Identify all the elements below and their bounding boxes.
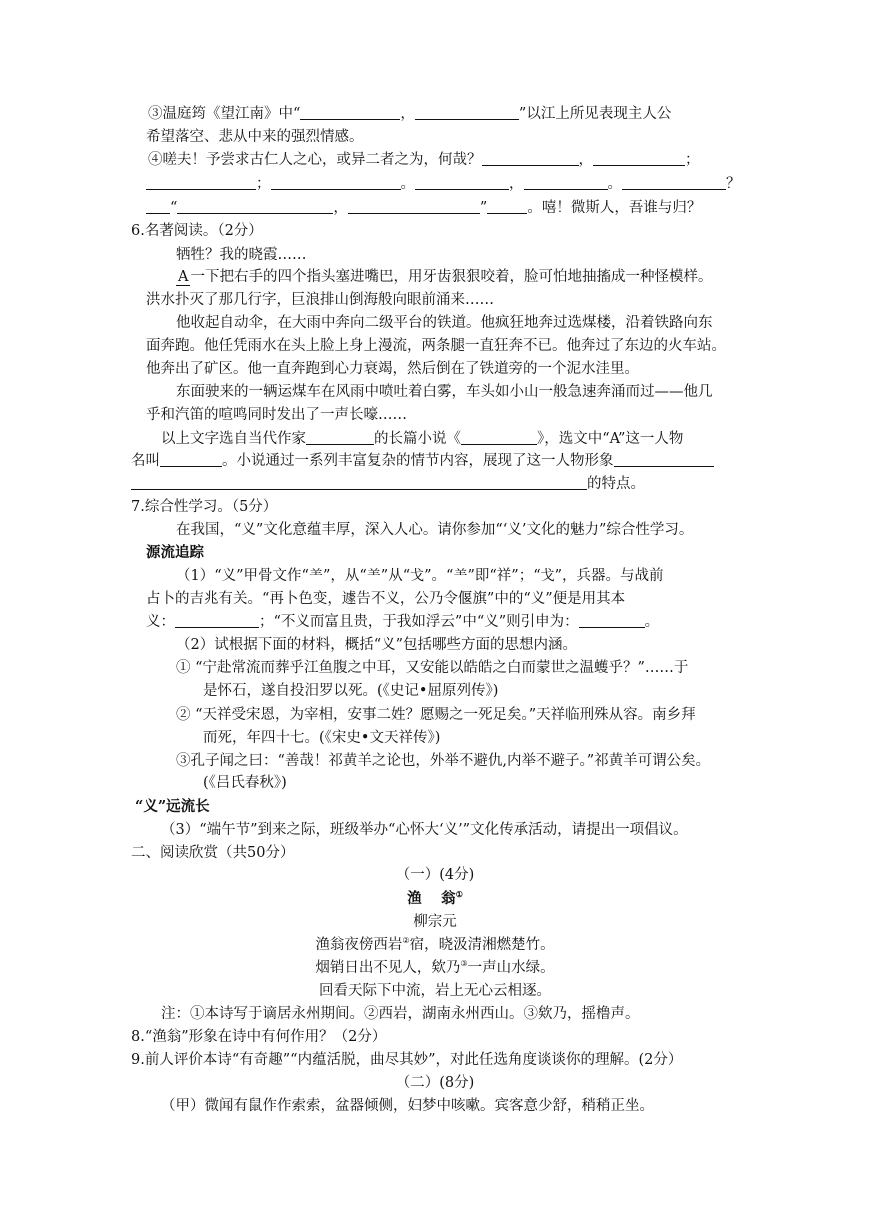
section2-heading: 二、阅读欣赏（共50分）: [131, 845, 295, 861]
q7-intro: 在我国，“义”文化意蕴丰厚，深入人心。请你参加“‘义’文化的魅力”综合性学习。: [176, 522, 694, 538]
q6-p2-line1: A 一下把右手的四个指头塞进嘴巴，用牙齿狠狠咬着，脸可怕地抽搐成一种怪模样。: [178, 269, 713, 285]
q7-material-3-line1: ③孔子闻之曰：“善哉！祁黄羊之论也，外举不避仇,内举不避子。”祁黄羊可谓公矣。: [176, 753, 711, 769]
q7-material-2-line2: 而死，年四十七。(《宋史•文天祥传》): [203, 730, 441, 746]
q5-item4-line2: ； 。 ， 。 ？: [146, 174, 754, 194]
q5-item4-line1: ④嗟夫！予尝求古仁人之心，或异二者之为，何哉？ ， ；: [148, 152, 700, 168]
part1-heading: （一）(4分): [395, 867, 475, 883]
q7-material-2-line1: ② “天祥受宋恩，为宰相，安事二姓？愿赐之一死足矣。”天祥临刑殊从容。南乡拜: [176, 707, 696, 723]
q7-s2: （2）试根据下面的材料，概括“义”包括哪些方面的思想内涵。: [176, 637, 578, 653]
q5-item3-line1: ③温庭筠《望江南》中“ ， ”以江上所见表现主人公: [148, 106, 672, 122]
q7-sub-heading-1: 源流追踪: [146, 544, 204, 561]
passage-jia: （甲）微闻有鼠作作索索，盆器倾侧，妇梦中咳嗽。宾客意少舒，稍稍正坐。: [161, 1098, 654, 1114]
q6-p4-line1: 东面驶来的一辆运煤车在风雨中喷吐着白雾，车头如小山一般急速奔涌而过——他几: [176, 384, 713, 400]
oracle-wo-glyph: ⼽: [410, 568, 425, 584]
q6-p3-line1: 他收起自动伞，在大雨中奔向二级平台的铁道。他疯狂地奔过选煤楼，沿着铁路向东: [176, 315, 713, 331]
poem-line-1: 渔翁夜傍西岩②宿，晓汲清湘燃楚竹。: [315, 936, 555, 953]
q5-item3-line2: 希望落空、悲从中来的强烈情感。: [146, 129, 364, 145]
part2-heading: （二）(8分): [395, 1075, 475, 1091]
q6-heading: 6.名著阅读。（2分）: [131, 223, 263, 239]
q6-p3-line3: 他奔出了矿区。他一直奔跑到心力衰竭，然后倒在了铁道旁的一个泥水洼里。: [146, 361, 639, 377]
oracle-yang-glyph: ⺷: [366, 568, 381, 584]
oracle-wo-glyph-2: ⼽: [540, 568, 555, 584]
poem-line-2: 烟销日出不见人，欸乃③一声山水绿。: [315, 959, 555, 976]
q7-sub-heading-2: “义”远流长: [135, 798, 210, 815]
q7-material-1-line1: ① “宁赴常流而葬乎江鱼腹之中耳，又安能以皓皓之白而蒙世之温蠖乎？”……于: [176, 660, 689, 676]
q6-question-line1: 以上文字选自当代作家 的长篇小说《 》，选文中“A”这一人物: [161, 431, 684, 447]
q7-s1-line2: 占卜的吉兆有关。“再卜色变，遽告不义，公乃令偃旗”中的“义”便是用其本: [146, 591, 626, 607]
q7-heading: 7.综合性学习。（5分）: [131, 499, 278, 515]
q7-material-3-line2: (《吕氏春秋》): [203, 775, 287, 791]
oracle-yi-glyph: ⺷: [308, 568, 323, 584]
q7-s3: （3）“端午节”到来之际，班级举办“心怀大‘义’”文化传承活动，请提出一项倡议。: [161, 822, 688, 838]
poem-line-3: 回看天际下中流，岩上无心云相逐。: [319, 983, 551, 999]
q7-material-1-line2: 是怀石，遂自投汨罗以死。(《史记•屈原列传》): [203, 683, 499, 699]
q6-question-line2: 名叫 。小说通过一系列丰富复杂的情节内容，展现了这一人物形象: [131, 451, 739, 471]
poem-author: 柳宗元: [413, 914, 457, 930]
oracle-yang-glyph-2: ⺷: [453, 568, 468, 584]
q6-p2-line2: 洪水扑灭了那几行字，巨浪排山倒海般向眼前涌来……: [146, 292, 494, 308]
q5-item4-line3: “ ， ” 。嘻！微斯人，吾谁与归？: [146, 198, 754, 218]
poem-title: 渔 翁①: [407, 889, 463, 907]
question-9: 9.前人评价本诗“有奇趣”“内蕴活脱，曲尽其妙”，对此任选角度谈谈你的理解。(2分）: [131, 1052, 683, 1068]
q7-s1-line1: （1）“义”甲骨文作“⺷”，从“⺷”从“⼽”。“⺷”即“祥”；“⼽”，兵器。与战前: [176, 568, 664, 584]
q7-s1-line3: 义： ；“不义而富且贵，于我如浮云”中“义”则引申为： 。: [146, 614, 660, 630]
q6-p1: 牺牲？我的晓霞……: [176, 247, 307, 263]
q6-p3-line2: 面奔跑。他任凭雨水在头上脸上身上漫流，两条腿一直狂奔不已。他奔过了东边的火车站。: [146, 338, 726, 354]
q6-p4-line2: 乎和汽笛的喧鸣同时发出了一声长嚎……: [146, 407, 407, 423]
question-8: 8.“渔翁”形象在诗中有何作用？（2分）: [131, 1029, 387, 1045]
q6-question-line3: 的特点。: [131, 474, 739, 494]
character-a-marker: A: [178, 269, 189, 285]
poem-notes: 注：①本诗写于谪居永州期间。②西岩，湖南永州西山。③欸乃，摇橹声。: [161, 1006, 640, 1022]
